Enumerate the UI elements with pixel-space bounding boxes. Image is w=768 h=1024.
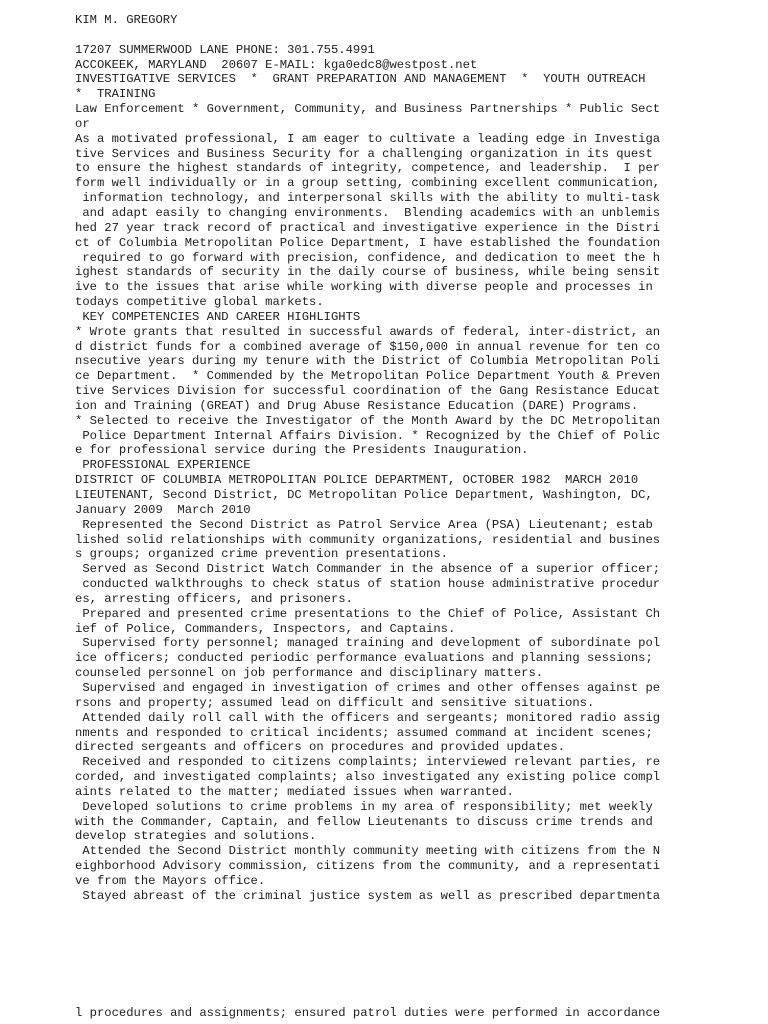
text-line: tive Services and Business Security for a challenging organization in its quest — [75, 146, 653, 161]
text-line: and adapt easily to changing environments. Blending academics with an unblemis — [75, 205, 661, 220]
text-line: s groups; organized crime prevention presentations. — [75, 547, 448, 562]
text-line: Represented the Second District as Patrol Service Area (PSA) Lieutenant; estab — [75, 517, 653, 532]
text-line: ief of Police, Commanders, Inspectors, and Captains. — [75, 621, 456, 636]
text-line: todays competitive global markets. — [75, 295, 324, 310]
text-line: aints related to the matter; mediated issues when warranted. — [75, 784, 514, 799]
text-line: hed 27 year track record of practical and investigative experience in the Distri — [75, 220, 661, 235]
text-line: * Selected to receive the Investigator of the Month Award by the DC Metropolitan — [75, 413, 661, 428]
text-line: information technology, and interpersonal skills with the ability to multi-task — [75, 191, 661, 206]
document-body — [75, 43, 675, 904]
text-line: PROFESSIONAL EXPERIENCE — [75, 458, 251, 473]
text-line: form well individually or in a group setting, combining excellent communication, — [75, 176, 661, 191]
text-line: * TRAINING — [75, 87, 156, 102]
text-line: Served as Second District Watch Commander in the absence of a superior officer; — [75, 562, 661, 577]
text-line: ce Department. * Commended by the Metropolitan Police Department Youth & Preven — [75, 369, 661, 384]
page-bottom-line: l procedures and assignments; ensured patrol duties were performed in accordance — [75, 1006, 661, 1020]
header-name: KIM M. GREGORY — [75, 13, 178, 27]
text-line: nments and responded to critical incidents; assumed command at incident scenes; — [75, 725, 653, 740]
text-line: As a motivated professional, I am eager to cultivate a leading edge in Investiga — [75, 131, 661, 146]
text-line: or — [75, 116, 90, 131]
text-line: to ensure the highest standards of integrity, competence, and leadership. I per — [75, 161, 661, 176]
text-line: Prepared and presented crime presentations to the Chief of Police, Assistant Ch — [75, 606, 661, 621]
text-line: Attended daily roll call with the officers and sergeants; monitored radio assig — [75, 710, 661, 725]
text-line: 17207 SUMMERWOOD LANE PHONE: 301.755.4991 — [75, 42, 375, 57]
text-line: ACCOKEEK, MARYLAND 20607 E-MAIL: kga0edc8@westpost.net — [75, 57, 478, 72]
text-line: directed sergeants and officers on procedures and provided updates. — [75, 740, 566, 755]
text-line: ve from the Mayors office. — [75, 873, 266, 888]
text-line: lished solid relationships with community organizations, residential and busines — [75, 532, 661, 547]
text-line: KEY COMPETENCIES AND CAREER HIGHLIGHTS — [75, 309, 361, 324]
text-line: required to go forward with precision, confidence, and dedication to meet the h — [75, 250, 661, 265]
text-line: INVESTIGATIVE SERVICES * GRANT PREPARATION AND MANAGEMENT * YOUTH OUTREACH — [75, 72, 646, 87]
text-line: es, arresting officers, and prisoners. — [75, 591, 353, 606]
text-line: counseled personnel on job performance and disciplinary matters. — [75, 666, 544, 681]
text-line: e for professional service during the Presidents Inauguration. — [75, 443, 529, 458]
text-line: Supervised forty personnel; managed training and development of subordinate pol — [75, 636, 661, 651]
text-line: Attended the Second District monthly community meeting with citizens from the N — [75, 844, 661, 859]
text-line: rsons and property; assumed lead on difficult and sensitive situations. — [75, 695, 595, 710]
text-line: d district funds for a combined average of $150,000 in annual revenue for ten co — [75, 339, 661, 354]
text-line: ion and Training (GREAT) and Drug Abuse Resistance Education (DARE) Programs. — [75, 398, 639, 413]
text-line: eighborhood Advisory commission, citizens from the community, and a representati — [75, 859, 661, 874]
text-line: tive Services Division for successful coordination of the Gang Resistance Educat — [75, 384, 661, 399]
text-line: Stayed abreast of the criminal justice system as well as prescribed departmenta — [75, 888, 661, 903]
text-line: nsecutive years during my tenure with the District of Columbia Metropolitan Poli — [75, 354, 661, 369]
text-line: ighest standards of security in the daily course of business, while being sensit — [75, 265, 661, 280]
blank-line — [75, 28, 675, 43]
text-line: Supervised and engaged in investigation of crimes and other offenses against pe — [75, 680, 661, 695]
text-line: corded, and investigated complaints; also investigated any existing police compl — [75, 770, 661, 785]
text-line: ice officers; conducted periodic performance evaluations and planning sessions; — [75, 651, 653, 666]
text-line: DISTRICT OF COLUMBIA METROPOLITAN POLICE DEPARTMENT, OCTOBER 1982 MARCH 2010 — [75, 473, 639, 488]
text-line: LIEUTENANT, Second District, DC Metropolitan Police Department, Washington, DC, — [75, 488, 653, 502]
resume-document — [75, 13, 675, 904]
text-line: develop strategies and solutions. — [75, 829, 317, 844]
text-line: ct of Columbia Metropolitan Police Department, I have established the foundation — [75, 235, 661, 250]
text-line: Police Department Internal Affairs Division. * Recognized by the Chief of Polic — [75, 428, 661, 443]
text-line: Developed solutions to crime problems in my area of responsibility; met weekly — [75, 799, 653, 814]
text-line: * Wrote grants that resulted in successful awards of federal, inter-district, an — [75, 324, 661, 339]
text-line: Law Enforcement * Government, Community, and Business Partnerships * Public Sect — [75, 102, 661, 117]
text-line: January 2009 March 2010 — [75, 502, 251, 517]
text-line: ive to the issues that arise while working with diverse people and processes in — [75, 280, 653, 295]
text-line: Received and responded to citizens complaints; interviewed relevant parties, re — [75, 755, 661, 770]
text-line: with the Commander, Captain, and fellow Lieutenants to discuss crime trends and — [75, 814, 653, 829]
text-line: conducted walkthroughs to check status of station house administrative procedur — [75, 577, 661, 592]
